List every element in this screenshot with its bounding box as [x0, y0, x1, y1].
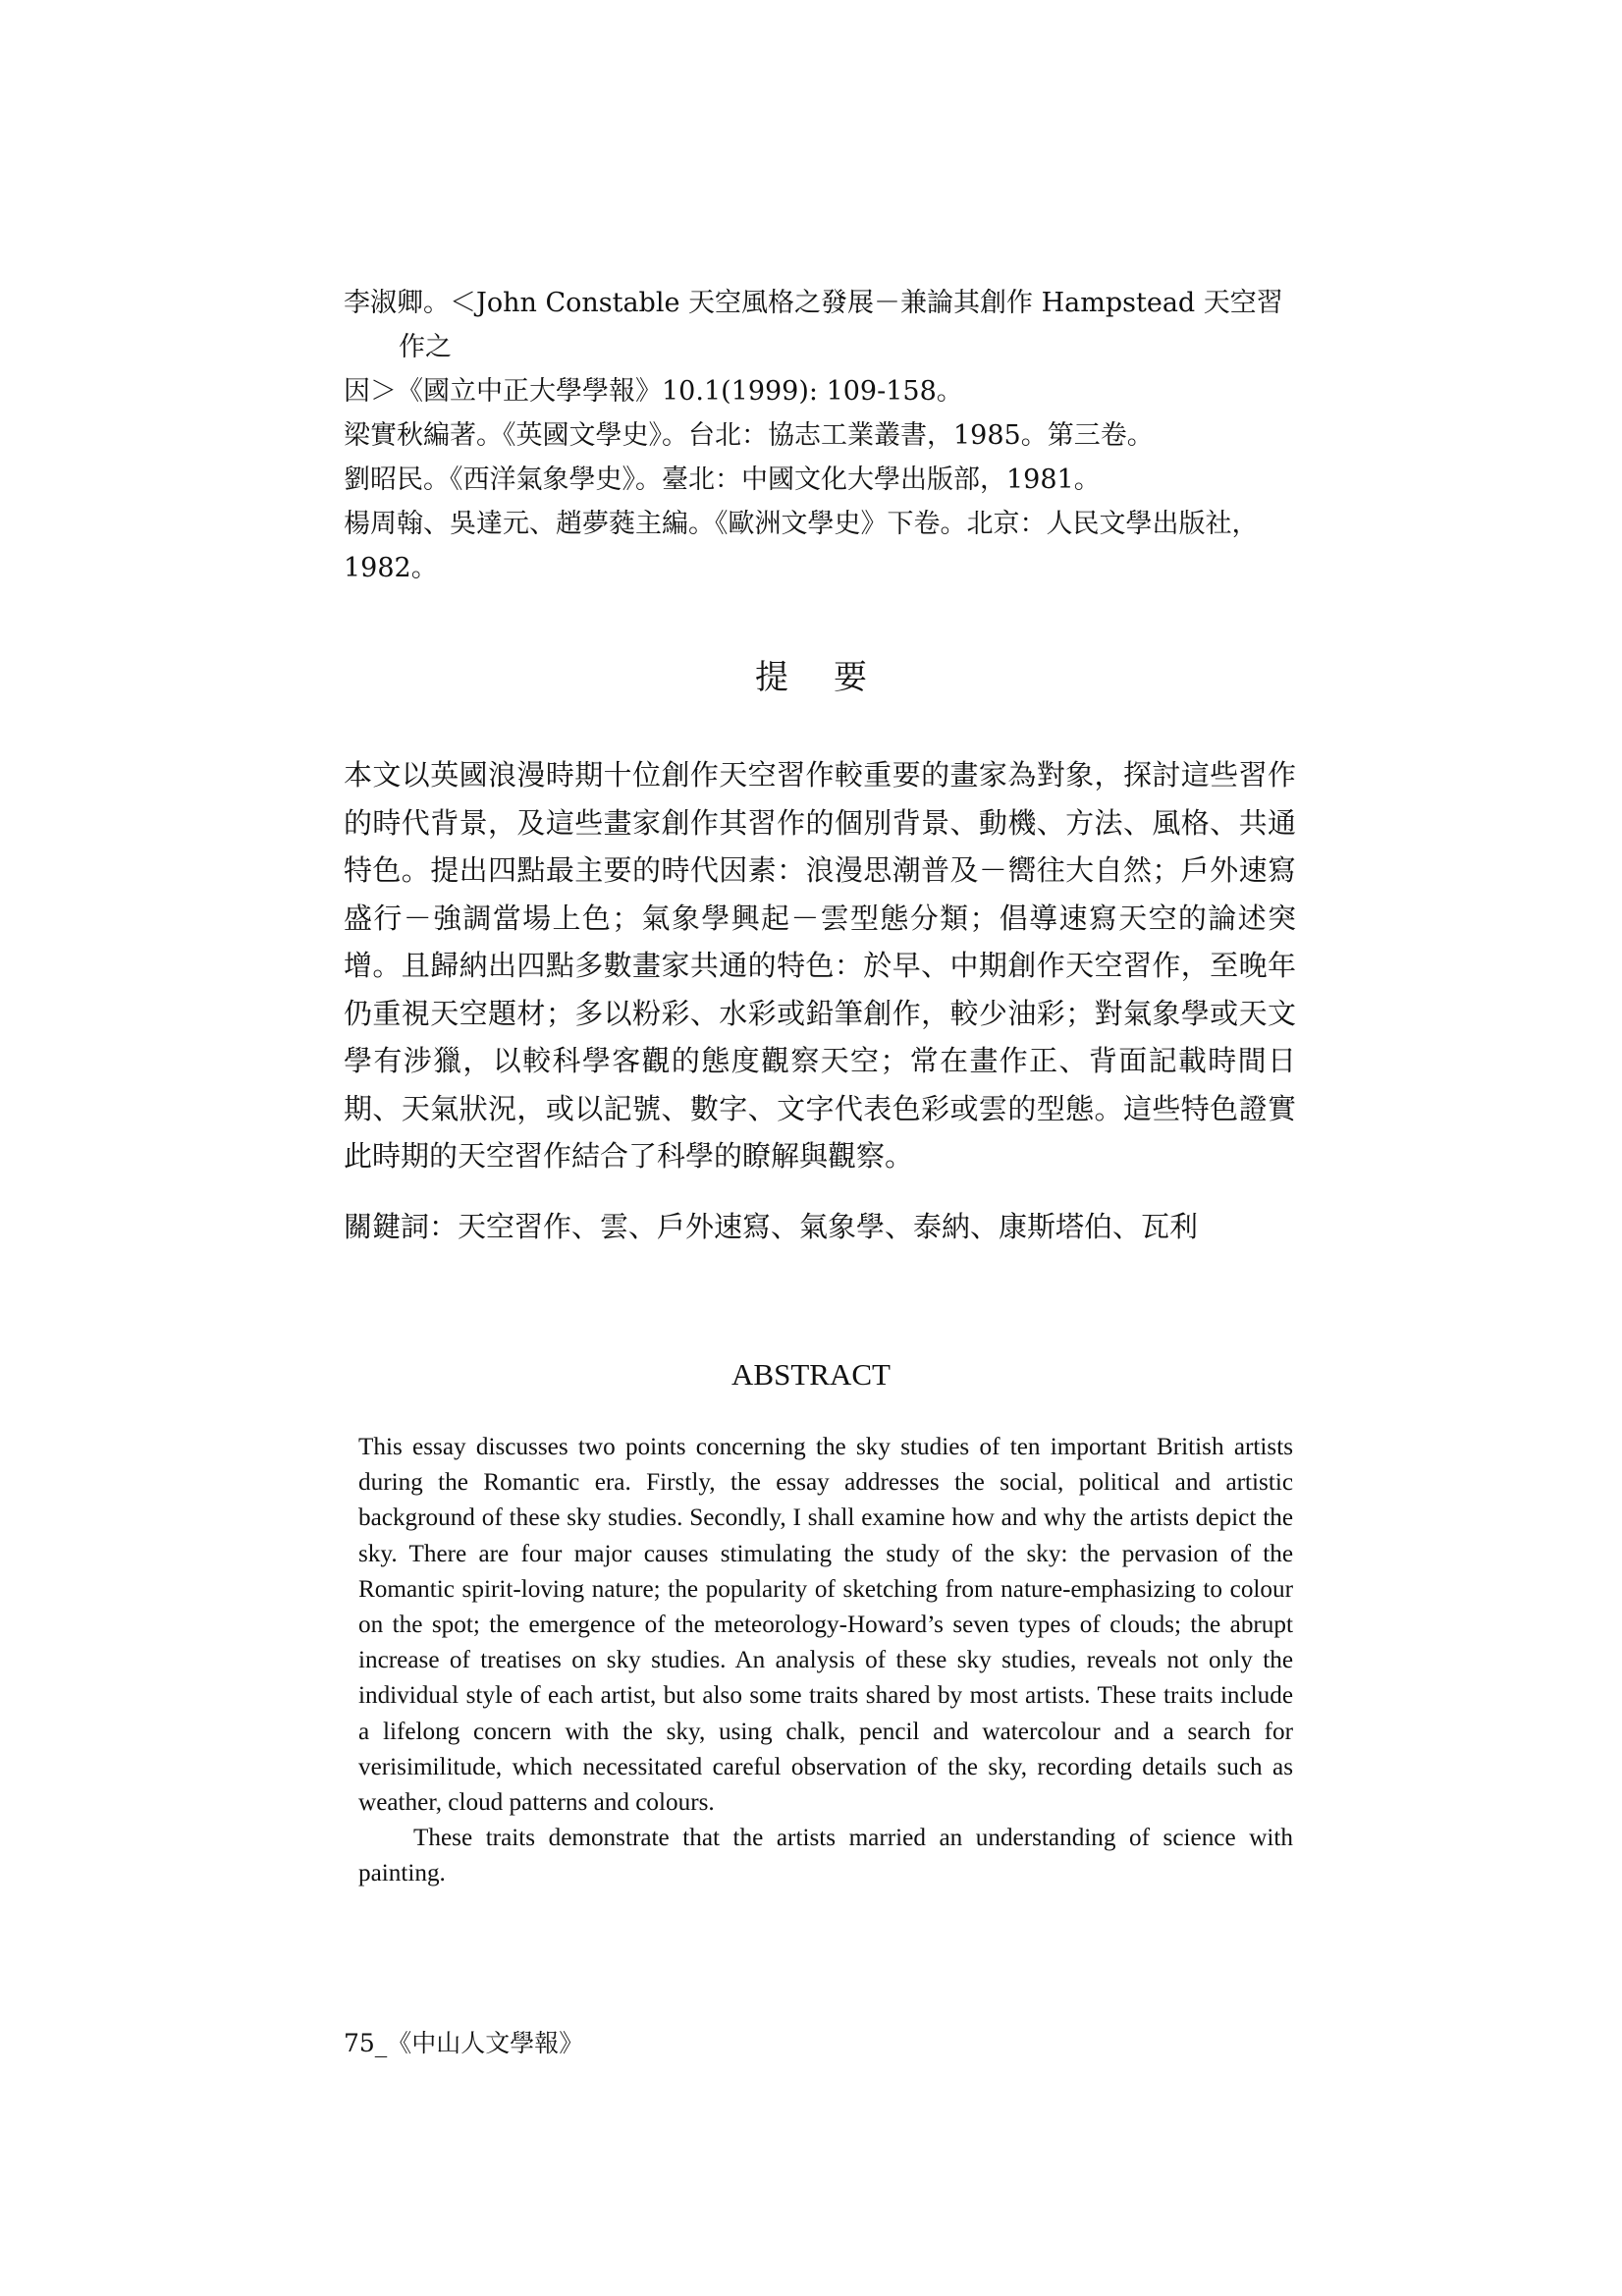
reference-entry [344, 458, 1296, 502]
reference-line: 楊周翰、吳達元、趙夢蕤主編。《歐洲文學史》下卷。北京：人民文學出版社， [344, 509, 1259, 539]
reference-line: 李淑卿。＜John Constable 天空風格之發展－兼論其創作 Hampstead 天空習作之 [344, 288, 1283, 362]
chinese-abstract-body: 本文以英國浪漫時期十位創作天空習作較重要的畫家為對象，探討這些習作的時代背景，及這些畫家創作其習作的個別背景、動機、方法、風格、共通特色。提出四點最主要的時代因素：浪漫思潮普及－嚮往大自然；戶外速寫盛行－強調當場上色；氣象學興起－雲型態分類；倡導速寫天空的論述突增。且歸納出四點多數畫家共通的特色：於早、中期創作天空習作，至晚年仍重視天空題材；多以粉彩、水彩或鉛筆創作，較少油彩；對氣象學或天文學有涉獵，以較科學客觀的態度觀察天空；常在畫作正、背面記載時間日期、天氣狀況，或以記號、數字、文字代表色彩或雲的型態。這些特色證實此時期的天空習作結合了科學的瞭解與觀察。 [344, 758, 1296, 1173]
reference-list [344, 281, 1296, 590]
english-abstract-paragraph: This essay discusses two points concerning the sky studies of ten important British artists during the Romantic era. Firstly, the essay addresses the social, political and artistic background of these sky studies. Secondly, I shall examine how and why the artists depict the sky. There are four major causes stimulating the study of the sky: the pervasion of the Romantic spirit-loving nature; the popularity of sketching from nature-emphasizing to colour on the spot; the emergence of the meteorology-Howard’s seven types of clouds; the abrupt increase of treatises on sky studies. An analysis of these sky studies, reveals not only the individual style of each artist, but also some traits shared by most artists. These traits include a lifelong concern with the sky, using chalk, pencil and watercolour and a search for verisimilitude, which necessitated careful observation of the sky, recording details such as weather, cloud patterns and colours. [358, 1434, 1293, 1817]
chinese-abstract-heading: 提要 [755, 658, 912, 697]
english-abstract-body [358, 1430, 1293, 1892]
reference-entry [344, 502, 1296, 590]
reference-entry [344, 413, 1296, 458]
keywords-line: 關鍵詞：天空習作、雲、戶外速寫、氣象學、泰納、康斯塔伯、瓦利 [344, 1210, 1199, 1243]
english-abstract-heading: ABSTRACT [731, 1357, 891, 1392]
reference-line: 因＞《國立中正大學學報》10.1(1999): 109-158。 [344, 376, 963, 407]
english-abstract-paragraph: These traits demonstrate that the artists married an understanding of science with painting. [358, 1825, 1293, 1887]
reference-line: 劉昭民。《西洋氣象學史》。臺北：中國文化大學出版部，1981。 [344, 465, 1101, 495]
page-footer: 75_《中山人文學報》 [344, 2029, 584, 2057]
reference-entry [344, 281, 1296, 413]
reference-line: 梁實秋編著。《英國文學史》。台北：協志工業叢書，1985。第三卷。 [344, 420, 1154, 451]
reference-line: 1982。 [344, 553, 438, 583]
